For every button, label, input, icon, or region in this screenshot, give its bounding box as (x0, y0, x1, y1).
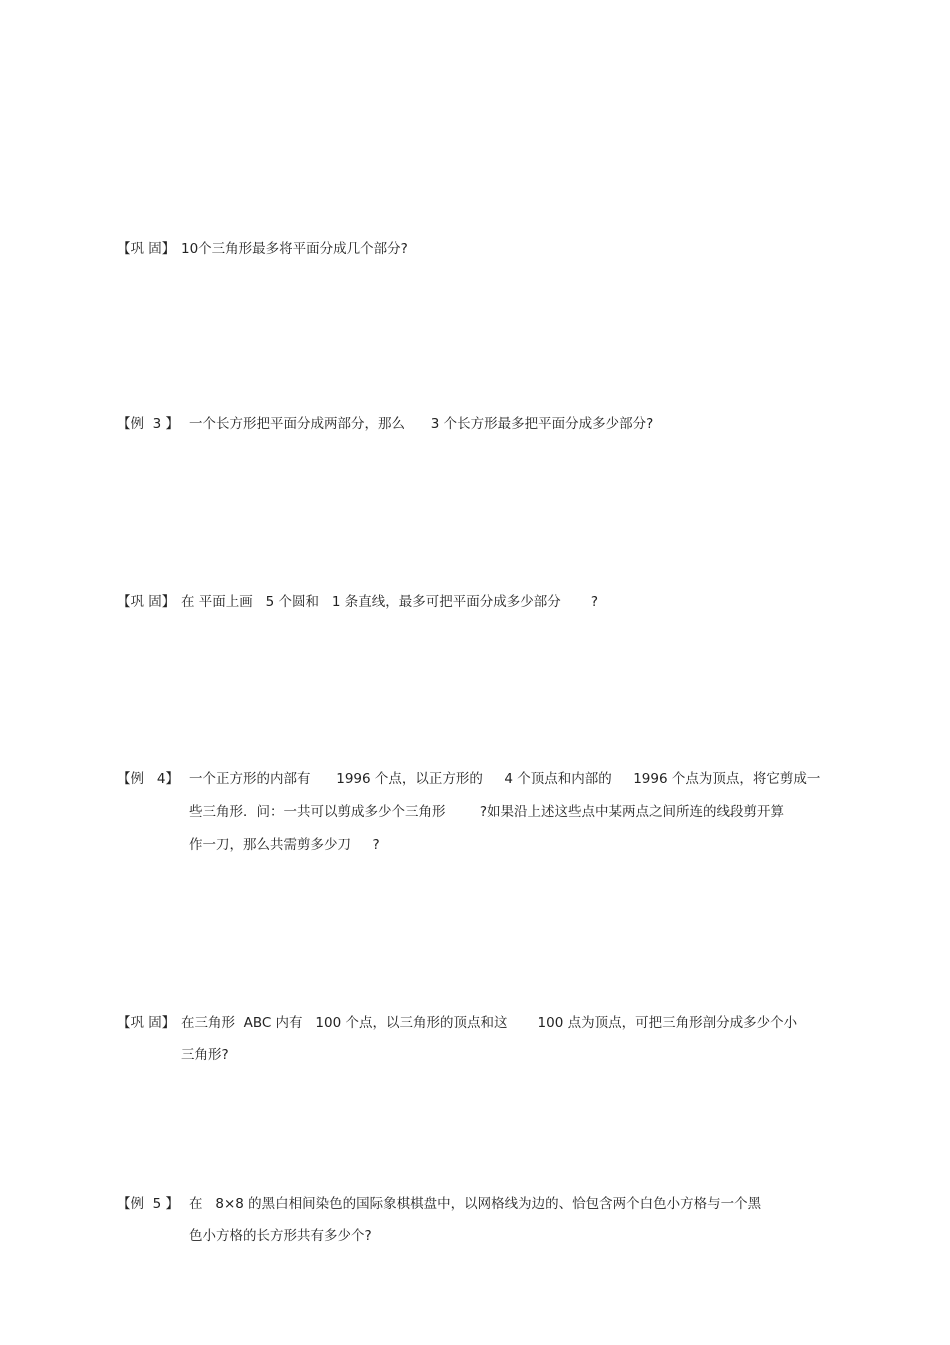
problem-text-line: 在 平面上画 5 个圆和 1 条直线，最多可把平面分成多少部分 ? (181, 594, 599, 610)
problem-text-line: 些三角形．问：一共可以剪成多少个三角形 ?如果沿上述这些点中某两点之间所连的线段剪开算 (189, 804, 784, 820)
problem-label: 【例 3 】 (117, 416, 179, 432)
problem-text-line: 一个正方形的内部有 1996 个点，以正方形的 4 个顶点和内部的 1996 个点为顶点，将它剪成一 (189, 771, 821, 787)
problem-label: 【例 4】 (117, 771, 179, 787)
problem-label: 【例 5 】 (117, 1196, 179, 1212)
problem-text-line: 一个长方形把平面分成两部分，那么 3 个长方形最多把平面分成多少部分? (189, 416, 654, 432)
problem-text-line: 10个三角形最多将平面分成几个部分? (181, 241, 408, 257)
problem-label: 【巩 固】 (117, 594, 176, 610)
problem-text-line: 在三角形 ABC 内有 100 个点，以三角形的顶点和这 100 点为顶点，可把三角形剖分成多少个小 (181, 1015, 798, 1031)
problem-label: 【巩 固】 (117, 1015, 176, 1031)
problem-text-line: 在 8×8 的黑白相间染色的国际象棋棋盘中，以网格线为边的、恰包含两个白色小方格与一个黑 (189, 1196, 762, 1212)
problem-text-line: 色小方格的长方形共有多少个? (189, 1228, 372, 1244)
problem-text-line: 作一刀，那么共需剪多少刀 ? (189, 837, 380, 853)
problem-label: 【巩 固】 (117, 241, 176, 257)
problem-text-line: 三角形? (181, 1047, 229, 1063)
